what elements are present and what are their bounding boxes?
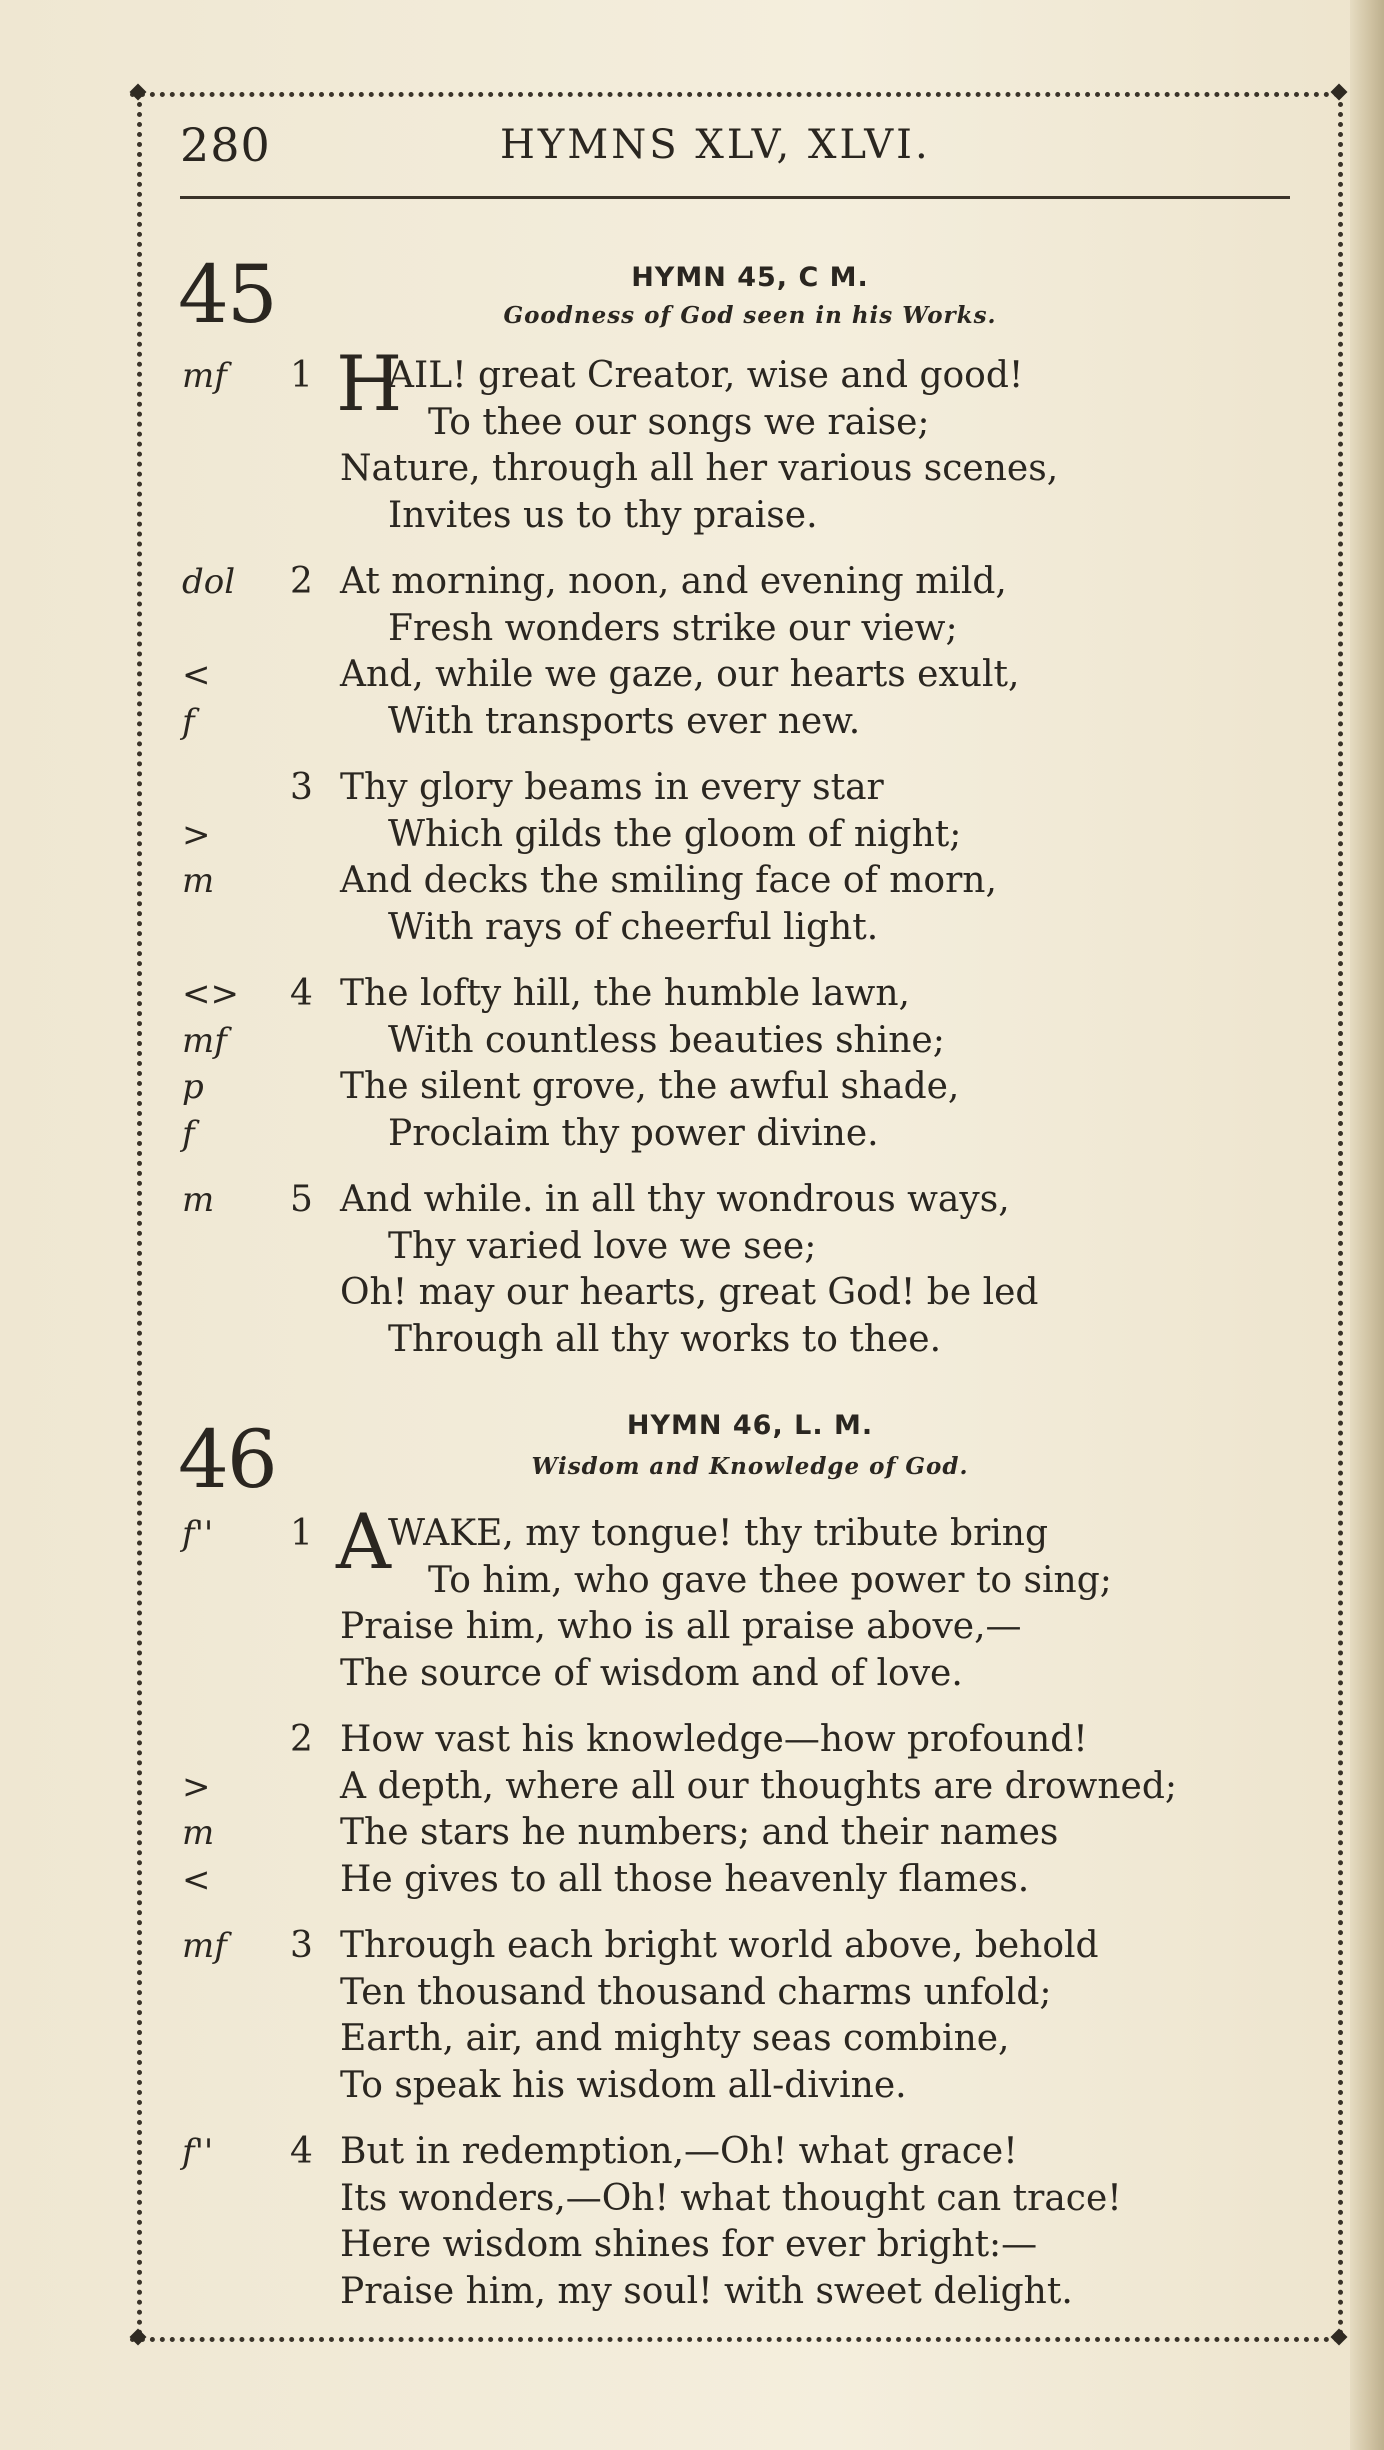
verse-text: Here wisdom shines for ever bright:— xyxy=(340,2224,1038,2265)
verse-text: Which gilds the gloom of night; xyxy=(388,813,962,855)
dynamic-marking: f xyxy=(182,1113,195,1154)
dynamic-marking: > xyxy=(182,814,211,855)
verse-line xyxy=(0,1809,1384,1857)
verse-text: AIL! great Creator, wise and good! xyxy=(388,355,1024,396)
ornamental-border-top xyxy=(130,92,1340,97)
verse-line xyxy=(0,764,1384,812)
dynamic-marking: m xyxy=(182,861,215,901)
verse-line xyxy=(0,1763,1384,1811)
verse-line xyxy=(0,1650,1384,1698)
verse-text: Proclaim thy power divine. xyxy=(388,1112,879,1154)
verse-text: Invites us to thy praise. xyxy=(388,494,818,536)
running-head xyxy=(180,118,1290,178)
verse-line xyxy=(0,558,1384,606)
dynamic-marking: p xyxy=(182,1067,204,1107)
verse-line xyxy=(0,1969,1384,2017)
verse-text: The lofty hill, the humble lawn, xyxy=(340,973,910,1014)
verse-text: A depth, where all our thoughts are drowned; xyxy=(340,1765,1178,1807)
verse-text: At morning, noon, and evening mild, xyxy=(340,561,1007,602)
ornamental-border-bottom xyxy=(130,2337,1340,2342)
corner-ornament-top-right xyxy=(1331,84,1348,101)
hymn-heading: HYMN 46, L. M. xyxy=(626,1410,874,1441)
verse-line xyxy=(0,2128,1384,2176)
corner-ornament-top-left xyxy=(130,84,147,101)
hymn-subtitle: Wisdom and Knowledge of God. xyxy=(531,1453,969,1480)
drop-cap: H xyxy=(336,339,403,428)
verse-line xyxy=(0,1110,1384,1158)
verse-line xyxy=(0,698,1384,746)
dynamic-marking: mf xyxy=(182,1020,227,1061)
verse-text: Through each bright world above, behold xyxy=(340,1925,1099,1966)
verse-line xyxy=(0,2221,1384,2269)
hymn-heading: HYMN 45, C M. xyxy=(631,262,869,293)
dynamic-marking: m xyxy=(182,1813,215,1853)
verse-line xyxy=(0,1176,1384,1224)
dynamic-marking: f'' xyxy=(182,1514,214,1554)
verse-line xyxy=(0,1316,1384,1364)
verse-text: Praise him, my soul! with sweet delight. xyxy=(340,2270,1073,2312)
drop-cap: A xyxy=(336,1497,391,1586)
verse-text: He gives to all those heavenly flames. xyxy=(340,1858,1030,1900)
verse-line xyxy=(0,970,1384,1018)
verse-text: Praise him, who is all praise above,— xyxy=(340,1606,1022,1647)
dynamic-marking: < xyxy=(182,1859,211,1900)
running-title: HYMNS XLV, XLVI. xyxy=(500,122,931,168)
verse-line xyxy=(0,1716,1384,1764)
verse-text: But in redemption,—Oh! what grace! xyxy=(340,2131,1018,2172)
verse-line xyxy=(0,1223,1384,1271)
verse-line xyxy=(0,2062,1384,2110)
verse-text: To speak his wisdom all-divine. xyxy=(340,2064,907,2106)
verse-number: 3 xyxy=(290,767,313,808)
verse-line xyxy=(0,2015,1384,2063)
verse-text: With countless beauties shine; xyxy=(388,1019,945,1061)
dynamic-marking: mf xyxy=(182,356,227,396)
corner-ornament-bottom-left xyxy=(130,2329,147,2346)
verse-text: Ten thousand thousand charms unfold; xyxy=(340,1971,1052,2013)
verse-text: Thy glory beams in every star xyxy=(340,767,884,808)
verse-text: And decks the smiling face of morn, xyxy=(340,860,997,901)
verse-text: Its wonders,—Oh! what thought can trace! xyxy=(340,2177,1122,2219)
dynamic-marking: <> xyxy=(182,974,239,1014)
dynamic-marking: < xyxy=(182,655,211,695)
verse-line xyxy=(0,2175,1384,2223)
dynamic-marking: dol xyxy=(182,562,236,602)
verse-text: To thee our songs we raise; xyxy=(428,401,930,443)
hymn-number: 45 xyxy=(178,248,276,341)
verse-line xyxy=(0,651,1384,699)
verse-text: Earth, air, and mighty seas combine, xyxy=(340,2018,1010,2059)
page-number: 280 xyxy=(180,118,271,172)
verse-line xyxy=(0,399,1384,447)
verse-line xyxy=(0,857,1384,905)
verse-line xyxy=(0,904,1384,952)
verse-line xyxy=(0,1603,1384,1651)
head-rule xyxy=(180,196,1290,199)
verse-text: With rays of cheerful light. xyxy=(388,906,879,948)
verse-text: Thy varied love we see; xyxy=(388,1225,817,1267)
verse-line xyxy=(0,811,1384,859)
verse-line xyxy=(0,1017,1384,1065)
verse-line xyxy=(0,1269,1384,1317)
verse-text: With transports ever new. xyxy=(388,700,861,742)
verse-line xyxy=(0,1557,1384,1605)
dynamic-marking: m xyxy=(182,1180,215,1220)
dynamic-marking: f'' xyxy=(182,2132,214,2172)
verse-line xyxy=(0,605,1384,653)
hymn-subtitle: Goodness of God seen in his Works. xyxy=(503,302,997,329)
verse-text: WAKE, my tongue! thy tribute bring xyxy=(388,1513,1049,1554)
corner-ornament-bottom-right xyxy=(1331,2329,1348,2346)
verse-number: 4 xyxy=(290,973,313,1014)
dynamic-marking: f xyxy=(182,701,195,742)
verse-text: The source of wisdom and of love. xyxy=(340,1652,963,1694)
verse-text: Oh! may our hearts, great God! be led xyxy=(340,1272,1039,1313)
verse-text: Nature, through all her various scenes, xyxy=(340,448,1059,489)
verse-number: 2 xyxy=(290,561,313,602)
verse-line xyxy=(0,1922,1384,1970)
verse-text: Through all thy works to thee. xyxy=(388,1318,942,1360)
verse-text: And while. in all thy wondrous ways, xyxy=(340,1179,1010,1220)
verse-number: 2 xyxy=(290,1719,313,1760)
verse-number: 1 xyxy=(290,355,313,396)
verse-text: The stars he numbers; and their names xyxy=(340,1812,1059,1853)
verse-line xyxy=(0,1063,1384,1111)
verse-line xyxy=(0,492,1384,540)
verse-number: 3 xyxy=(290,1925,313,1966)
verse-number: 4 xyxy=(290,2131,313,2172)
verse-number: 1 xyxy=(290,1513,313,1554)
verse-text: And, while we gaze, our hearts exult, xyxy=(340,654,1020,695)
verse-line xyxy=(0,445,1384,493)
verse-line xyxy=(0,1856,1384,1904)
verse-number: 5 xyxy=(290,1179,313,1220)
dynamic-marking: > xyxy=(182,1766,211,1807)
verse-text: Fresh wonders strike our view; xyxy=(388,607,958,649)
dynamic-marking: mf xyxy=(182,1926,227,1966)
verse-text: How vast his knowledge—how profound! xyxy=(340,1719,1088,1760)
hymn-number: 46 xyxy=(178,1413,276,1506)
verse-line xyxy=(0,2268,1384,2316)
verse-text: To him, who gave thee power to sing; xyxy=(428,1559,1112,1601)
verse-text: The silent grove, the awful shade, xyxy=(340,1066,960,1107)
